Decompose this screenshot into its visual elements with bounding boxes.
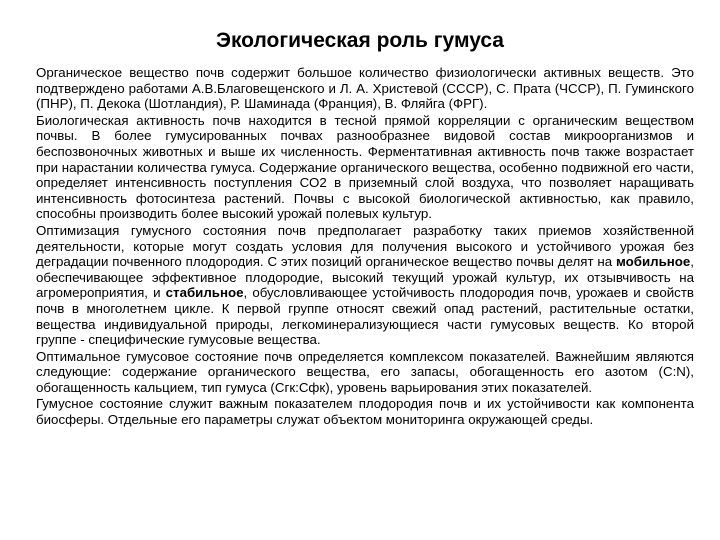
paragraph-text: Органическое вещество почв содержит большое количество физиологически активных веществ. Это подтверждено работами А.В.Благовещенского и Л. А. Христевой (СССР), С. Прата (ЧССР), П. Гуминского (ПНР), П. Декока (Шотландия), Р. Шаминада (Франция), В. Фляйга (ФРГ). (36, 65, 694, 112)
paragraph-biological-activity (36, 113, 694, 222)
term-mobile: мобильное (615, 254, 691, 270)
paragraph-text: Гумусное состояние служит важным показателем плодородия почв и их устойчивости как компонента биосферы. Отдельные его параметры служат объектом мониторинга окружающей среды. (36, 396, 694, 428)
paragraph-text: , обеспечивающее эффективное плодородие, высокий текущий урожай культур, их отзывчивость на агромероприятия, и (36, 254, 694, 301)
slide-title: Экологическая роль гумуса (216, 29, 504, 52)
paragraph-text: Оптимизация гумусного состояния почв предполагает разработку таких приемов хозяйственной деятельности, которые могут создать условия для получения высокого и устойчивого урожая без деградации почвенного плодородия. С этих позиций органическое вещество почвы делят на (36, 222, 694, 270)
paragraph-humus-optimization (36, 223, 694, 348)
paragraph-physiological-substances (36, 65, 694, 112)
slide-body (36, 65, 694, 429)
paragraph-humus-indicator (36, 396, 694, 427)
term-stable: стабильное (165, 285, 244, 301)
paragraph-text: , обусловливающее устойчивость плодородия почв, урожаев и свойств почв в многолетнем цикле. К первой группе относят свежий опад растений, растительные остатки, вещества индивидуальной природы, легкоминерализующиеся части гумусовых веществ. Ко второй группе - специфические гумусовые вещества. (36, 285, 694, 348)
paragraph-optimal-state (36, 349, 694, 396)
paragraph-text: Биологическая активность почв находится в тесной прямой корреляции с органическим веществом почвы. В более гумусированных почвах разнообразнее видовой состав микроорганизмов и беспозвоночных животных и выше их численность. Ферментативная активность почв также возрастает при нарастании количества гумуса. Содержание органического вещества, особенно подвижной его части, определяет интенсивность поступления СО2 в приземный слой воздуха, что позволяет наращивать интенсивность фотосинтеза растений. Почвы с высокой биологической активностью, как правило, способны производить более высокий урожай полевых культур. (36, 112, 694, 222)
paragraph-text: Оптимальное гумусовое состояние почв определяется комплексом показателей. Важнейшим являются следующие: содержание органического вещества, его запасы, обогащенность его азотом (С:N), обогащенность кальцием, тип гумуса (Сгк:Сфк), уровень варьирования этих показателей. (36, 348, 694, 395)
